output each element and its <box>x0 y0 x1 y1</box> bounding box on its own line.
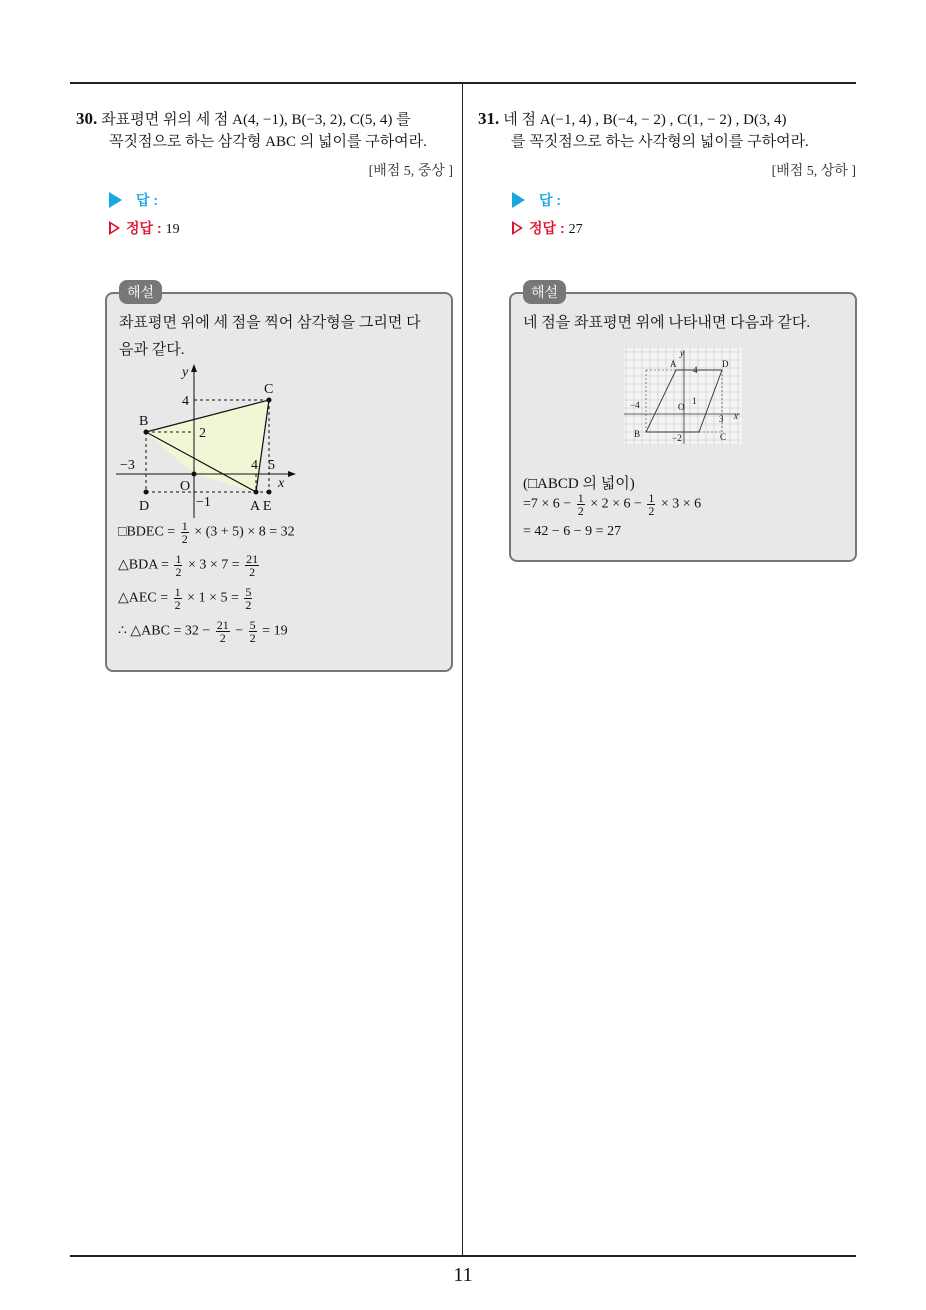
question-30 <box>76 108 460 153</box>
question-text-line2: 를 꼭짓점으로 하는 사각형의 넓이를 구하여라. <box>511 134 809 150</box>
equation-title: (□ABCD 의 넓이) <box>523 476 635 492</box>
tick-neg1: −1 <box>196 495 211 510</box>
triangle-graph <box>110 360 310 520</box>
point-C-label: C <box>720 432 727 442</box>
y-axis-label: y <box>680 348 684 358</box>
correct-answer-row <box>109 218 180 238</box>
fraction: $\frac{5}{2}$ <box>245 585 252 612</box>
solution-tag: 해설 <box>119 280 162 304</box>
tick-neg3: −3 <box>120 458 135 473</box>
x-axis-label: x <box>734 411 738 421</box>
point-D-label: D <box>139 499 150 514</box>
solution-line1: 좌표평면 위에 세 점을 찍어 삼각형을 그리면 다 <box>119 315 421 331</box>
point-D-label: D <box>722 359 729 369</box>
solution-text: 네 점을 좌표평면 위에 나타내면 다음과 같다. <box>523 315 811 331</box>
outline-arrow-icon <box>512 221 523 235</box>
page-number: 11 <box>453 1264 473 1286</box>
tick-5: 5 <box>268 458 275 473</box>
outline-arrow-icon <box>109 221 120 235</box>
solution-line2: 음과 같다. <box>119 342 185 358</box>
correct-answer-value: 27 <box>568 222 583 237</box>
question-number: 31. <box>478 109 500 128</box>
question-text-line1: 네 점 A(−1, 4) , B(−4, − 2) , C(1, − 2) , D(3, 4) <box>503 112 787 128</box>
fraction: $\frac{5}{2}$ <box>249 618 256 645</box>
correct-answer-label: 정답 : <box>126 220 162 236</box>
solution-text <box>119 310 445 364</box>
answer-label: 답 : <box>136 192 159 208</box>
equation-bdec: □BDEC = $\frac{1}{2}$ × (3 + 5) × 8 = 32 <box>118 519 295 546</box>
play-arrow-icon <box>512 192 525 208</box>
answer-row <box>512 190 561 210</box>
correct-answer-label: 정답 : <box>529 220 565 236</box>
equation-result: = 42 − 6 − 9 = 27 <box>523 524 622 539</box>
fraction: $\frac{21}{2}$ <box>246 552 259 579</box>
question-number: 30. <box>76 109 98 128</box>
question-text-line1: 좌표평면 위의 세 점 A(4, −1), B(−3, 2), C(5, 4) 를 <box>101 112 411 128</box>
tick-1: 1 <box>692 396 697 406</box>
fraction: $\frac{1}{2}$ <box>181 519 188 546</box>
fraction: $\frac{1}{2}$ <box>648 491 655 518</box>
quadrilateral-graph <box>624 348 742 444</box>
origin-label: O <box>180 479 191 494</box>
point-AE-label: A E <box>250 499 272 514</box>
solution-tag: 해설 <box>523 280 566 304</box>
x-axis-label: x <box>278 476 285 491</box>
fraction: $\frac{1}{2}$ <box>175 552 182 579</box>
equation-abc: ∴ △ABC = 32 − $\frac{21}{2}$ − $\frac{5}{2}$ = 19 <box>118 618 288 645</box>
correct-answer-value: 19 <box>165 222 180 237</box>
question-text-line2: 꼭짓점으로 하는 삼각형 ABC 의 넓이를 구하여라. <box>109 134 427 150</box>
point-B-label: B <box>139 414 149 429</box>
point-C-label: C <box>264 382 274 397</box>
tick-neg4: −4 <box>630 400 640 410</box>
tick-4: 4 <box>693 365 698 375</box>
equation-bda: △BDA = $\frac{1}{2}$ × 3 × 7 = $\frac{21}{2}$ <box>118 552 259 579</box>
column-divider <box>462 82 463 1256</box>
point-B-label: B <box>634 429 641 439</box>
origin-label: O <box>678 402 685 412</box>
answer-label: 답 : <box>539 192 562 208</box>
point-A-label: A <box>670 359 677 369</box>
fraction: $\frac{1}{2}$ <box>174 585 181 612</box>
score-label: [배점 5, 중상 ] <box>368 164 453 179</box>
equation-area: =7 × 6 − $\frac{1}{2}$ × 2 × 6 − $\frac{1}{2}$ × 3 × 6 <box>523 491 702 518</box>
y-axis-label: y <box>182 365 189 380</box>
fraction: $\frac{21}{2}$ <box>216 618 229 645</box>
tick-4-y: 4 <box>182 394 189 409</box>
tick-3: 3 <box>719 414 724 424</box>
equation-aec: △AEC = $\frac{1}{2}$ × 1 × 5 = $\frac{5}{2}$ <box>118 585 252 612</box>
play-arrow-icon <box>109 192 122 208</box>
answer-row <box>109 190 158 210</box>
top-rule <box>70 82 856 84</box>
fraction: $\frac{1}{2}$ <box>577 491 584 518</box>
bottom-rule <box>70 1255 856 1257</box>
question-31 <box>478 108 862 153</box>
tick-neg2: −2 <box>672 433 682 443</box>
tick-4-x: 4 <box>251 458 258 473</box>
tick-2: 2 <box>199 426 206 441</box>
score-label: [배점 5, 상하 ] <box>771 164 856 179</box>
correct-answer-row <box>512 218 583 238</box>
